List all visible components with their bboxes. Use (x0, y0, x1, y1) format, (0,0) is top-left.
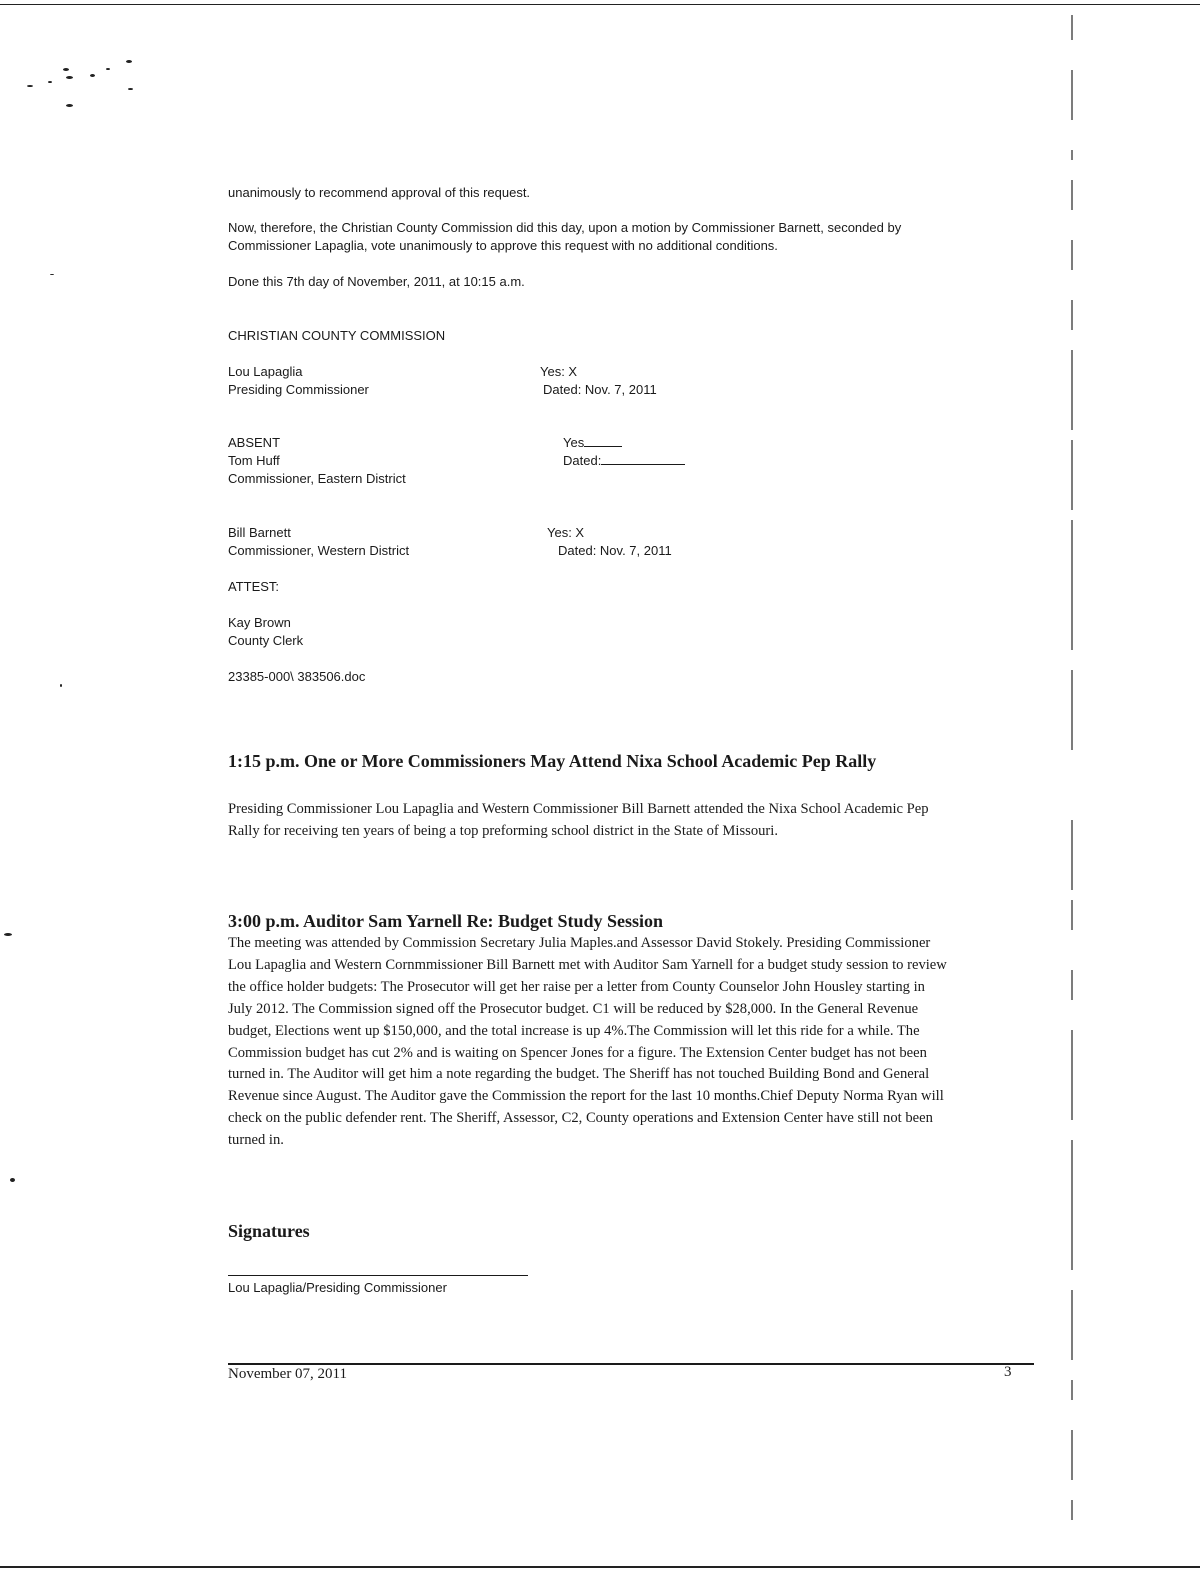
section-heading: 3:00 p.m. Auditor Sam Yarnell Re: Budget Study Session (228, 911, 664, 931)
vote-label: Yes (563, 435, 585, 450)
attest-label: ATTEST: (228, 579, 280, 594)
section-body: The meeting was attended by Commission Secretary Julia Maples.and Assessor David Stokely. Presiding Commissioner Lou Lapaglia and Western Cornmmissioner Bill Barnett met with Auditor Sam Yarnell for a budget study session to review the office holder budgets: The Prosecutor will get her raise per a letter from County Counselor John Housley starting in July 2012. The Commission signed off the Prosecutor budget. C1 will be reduced by $28,000. In the General Revenue budget, Elections went up $150,000, and the total increase is up 4%.The Commission will let this ride for a while. The Commission budget has cut 2% and is waiting on Spencer Jones for a figure. The Extension Center budget has not been turned in. The Auditor will get him a note regarding the budget. The Sheriff has not touched Building Bond and General Revenue since August. The Auditor gave the Commission the report for the last 10 months.Chief Deputy Norma Ryan will check on the public defender rent. The Sheriff, Assessor, C2, County operations and Extension Center have still not been turned in. (228, 935, 947, 1149)
member-name: Lou Lapaglia (228, 364, 303, 379)
member-vote-field (563, 434, 622, 452)
commission-heading: CHRISTIAN COUNTY COMMISSION (228, 328, 446, 343)
absent-label: ABSENT (228, 435, 281, 450)
signature-line (228, 1275, 528, 1276)
member-dated: Dated: Nov. 7, 2011 (543, 382, 657, 397)
member-vote: Yes: X (540, 364, 578, 379)
footer-rule (228, 1363, 1034, 1365)
member-title: Presiding Commissioner (228, 382, 369, 397)
footer-date: November 07, 2011 (228, 1366, 348, 1382)
member-title: Commissioner, Eastern District (228, 471, 406, 486)
member-dated: Dated: Nov. 7, 2011 (558, 543, 672, 558)
member-vote: Yes: X (547, 525, 585, 540)
signer-name: Lou Lapaglia/Presiding Commissioner (228, 1280, 447, 1295)
clerk-title: County Clerk (228, 633, 304, 648)
clerk-name: Kay Brown (228, 615, 291, 630)
member-dated-field (563, 452, 685, 470)
right-scan-edge-marks (1071, 10, 1073, 1550)
section-body: Presiding Commissioner Lou Lapaglia and Western Commissioner Bill Barnett attended the Nixa School Academic Pep Rally for receiving ten years of being a top preforming school district in the State of Missouri. (228, 801, 929, 839)
page-number: 3 (1004, 1364, 1012, 1380)
continuation-line: unanimously to recommend approval of this request. (228, 185, 531, 200)
done-line: Done this 7th day of November, 2011, at 10:15 a.m. (228, 274, 525, 289)
bottom-scan-edge (0, 1566, 1200, 1568)
member-name: Bill Barnett (228, 525, 291, 540)
vote-blank (584, 434, 622, 447)
member-name: Tom Huff (228, 453, 280, 468)
member-title: Commissioner, Western District (228, 543, 410, 558)
document-reference: 23385-000\ 383506.doc (228, 669, 366, 684)
signatures-heading: Signatures (228, 1221, 310, 1241)
dated-label: Dated: (563, 453, 602, 468)
top-scan-edge (0, 4, 1200, 5)
section-heading: 1:15 p.m. One or More Commissioners May Attend Nixa School Academic Pep Rally (228, 751, 877, 771)
dated-blank (601, 452, 685, 465)
motion-paragraph: Now, therefore, the Christian County Commission did this day, upon a motion by Commissioner Barnett, seconded by Commissioner Lapaglia, vote unanimously to approve this request with no additional conditions. (228, 220, 902, 253)
